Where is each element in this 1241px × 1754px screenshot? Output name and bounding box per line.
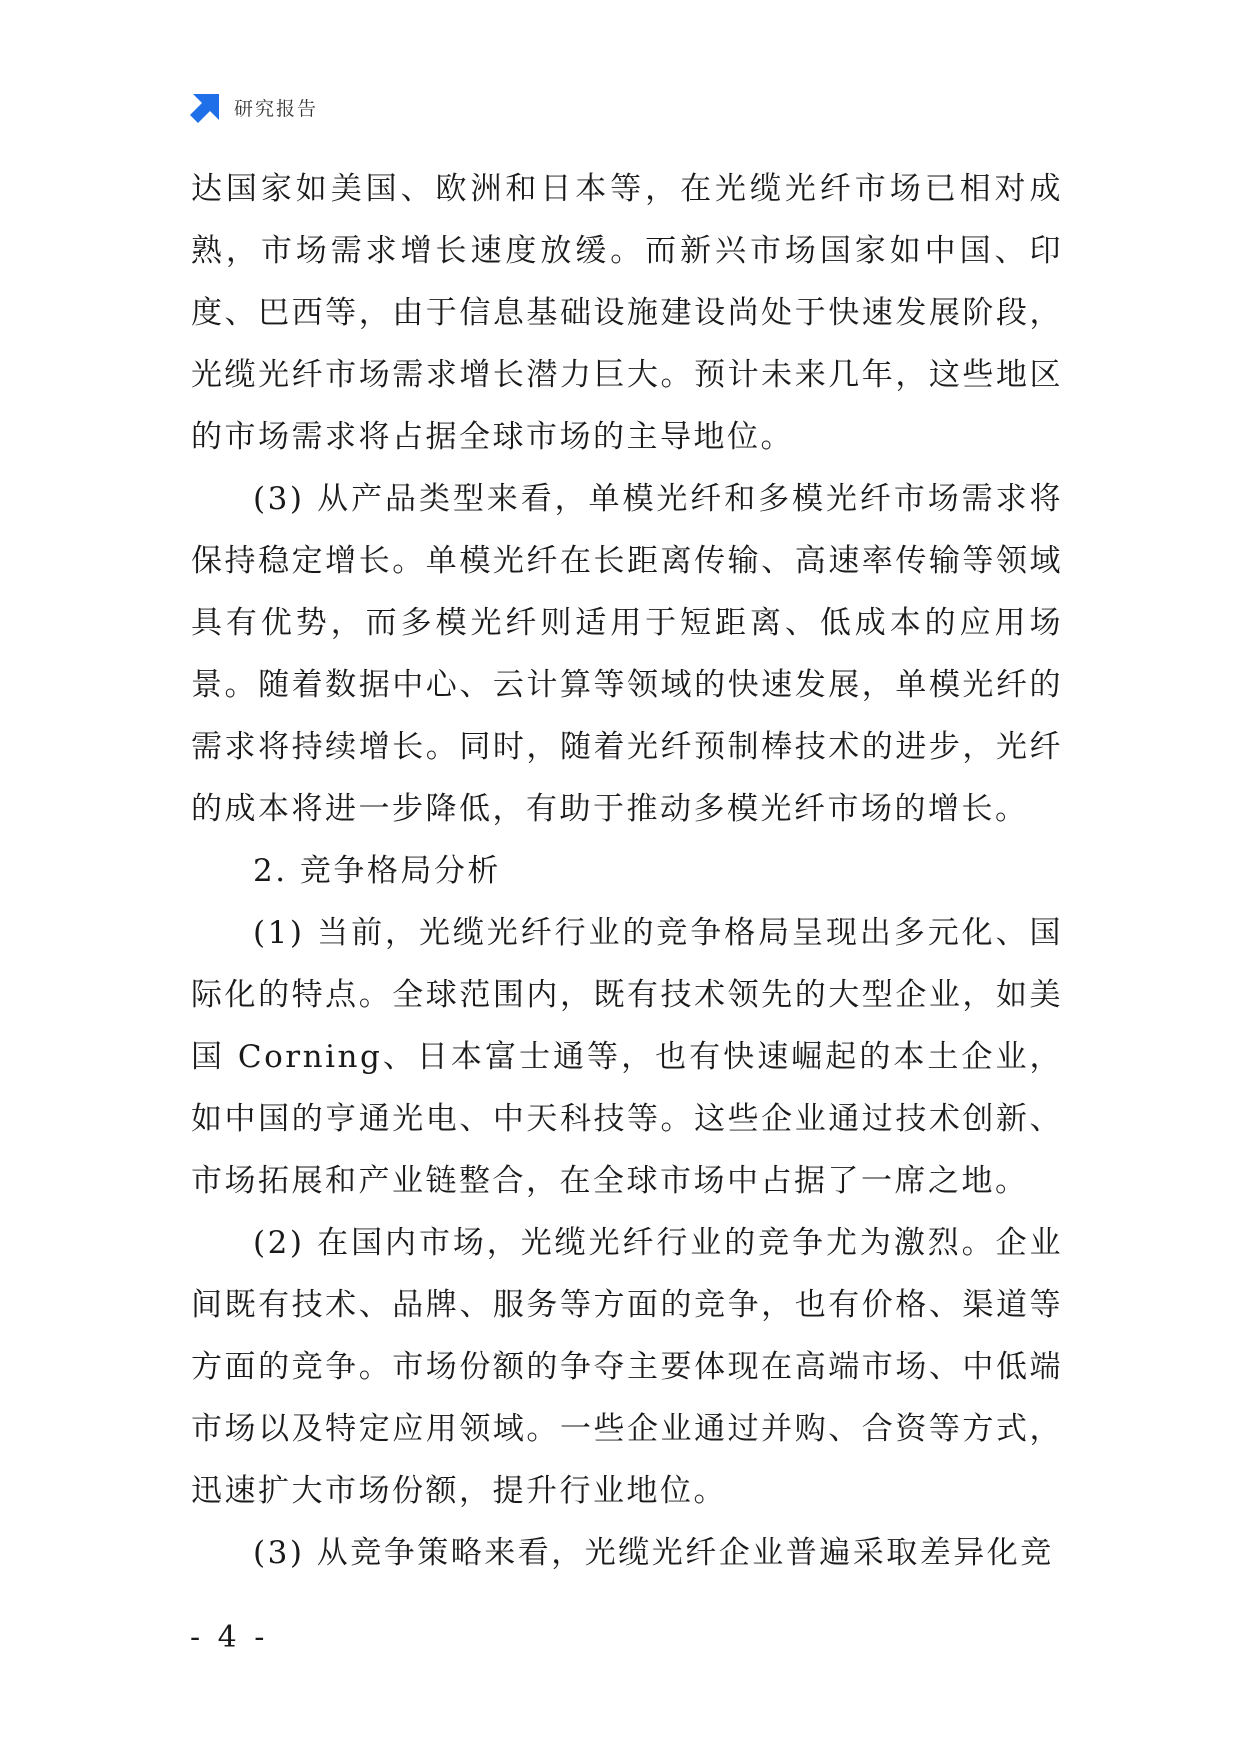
- section-heading: 2. 竞争格局分析: [253, 853, 501, 889]
- paragraph: (1) 当前，光缆光纤行业的竞争格局呈现出多元化、国际化的特点。全球范围内，既有技术领先的大型企业，如美国 Corning、日本富士通等，也有快速崛起的本土企业，如中国的亨通光电、中天科技等。这些企业通过技术创新、市场拓展和产业链整合，在全球市场中占据了一席之地。: [191, 915, 1063, 1199]
- page-header: [190, 90, 318, 124]
- page-number: - 4 -: [190, 1620, 269, 1655]
- document-body: [191, 158, 1063, 1584]
- paragraph: (3) 从产品类型来看，单模光纤和多模光纤市场需求将保持稳定增长。单模光纤在长距离传输、高速率传输等领域具有优势，而多模光纤则适用于短距离、低成本的应用场景。随着数据中心、云计算等领域的快速发展，单模光纤的需求将持续增长。同时，随着光纤预制棒技术的进步，光纤的成本将进一步降低，有助于推动多模光纤市场的增长。: [191, 481, 1063, 827]
- header-title: 研究报告: [234, 97, 319, 120]
- arrow-up-right-icon: [190, 91, 222, 123]
- paragraph: 达国家如美国、欧洲和日本等，在光缆光纤市场已相对成熟，市场需求增长速度放缓。而新兴市场国家如中国、印度、巴西等，由于信息基础设施建设尚处于快速发展阶段，光缆光纤市场需求增长潜力巨大。预计未来几年，这些地区的市场需求将占据全球市场的主导地位。: [191, 171, 1063, 455]
- paragraph: (3) 从竞争策略来看，光缆光纤企业普遍采取差异化竞: [253, 1535, 1054, 1571]
- paragraph: (2) 在国内市场，光缆光纤行业的竞争尤为激烈。企业间既有技术、品牌、服务等方面的竞争，也有价格、渠道等方面的竞争。市场份额的争夺主要体现在高端市场、中低端市场以及特定应用领域。一些企业通过并购、合资等方式，迅速扩大市场份额，提升行业地位。: [191, 1225, 1063, 1509]
